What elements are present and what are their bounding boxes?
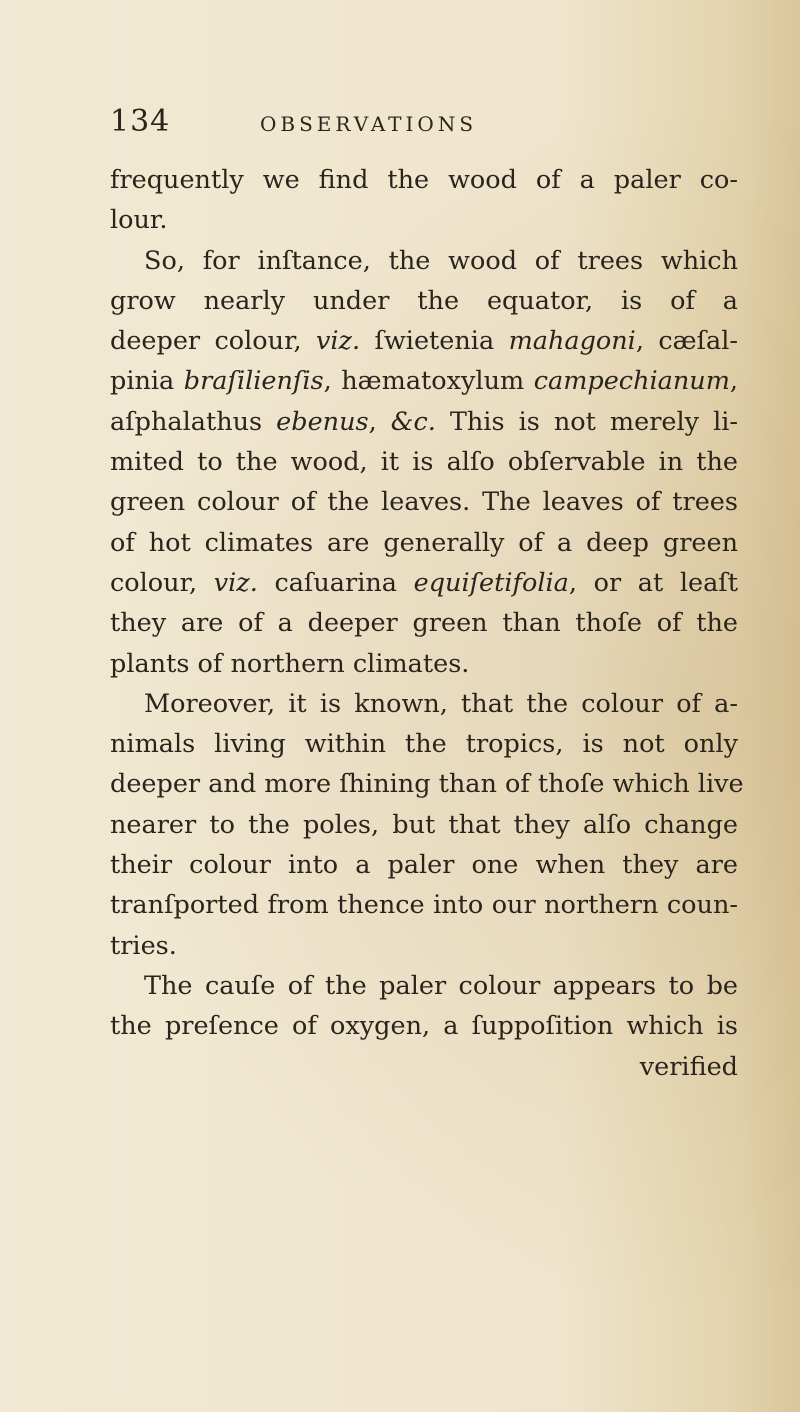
text-line: nearer to the poles, but that they alſo change: [110, 809, 738, 840]
catchword: verified: [639, 1051, 738, 1082]
text-line: Moreover, it is known, that the colour of a-: [144, 688, 738, 719]
text-line: pinia braſilienſis, hæmatoxylum campechianum,: [110, 366, 738, 397]
text-line: So, for inſtance, the wood of trees which: [144, 245, 738, 276]
running-title: OBSERVATIONS: [260, 112, 478, 136]
text-line: the preſence of oxygen, a ſuppoſition which is: [110, 1011, 738, 1042]
text-line: plants of northern climates.: [110, 648, 470, 679]
page-number: 134: [110, 104, 171, 139]
running-header: [110, 104, 730, 144]
text-line: grow nearly under the equator, is of a: [110, 285, 738, 316]
text-line: frequently we find the wood of a paler co-: [110, 165, 738, 195]
text-line: of hot climates are generally of a deep green: [110, 527, 738, 558]
text-line: their colour into a paler one when they are: [110, 850, 738, 881]
text-line: The cauſe of the paler colour appears to be: [144, 970, 738, 1001]
text-line: mited to the wood, it is alſo obſervable in the: [110, 447, 738, 478]
text-line: colour, viz. caſuarina equiſetifolia, or at leaſt: [110, 567, 738, 598]
body-text: [110, 160, 744, 1087]
text-line: they are of a deeper green than thoſe of the: [110, 608, 738, 639]
text-line: lour.: [110, 205, 168, 236]
text-line: tries.: [110, 930, 177, 961]
text-line: green colour of the leaves. The leaves of trees: [110, 487, 738, 518]
text-line: tranſported from thence into our northern coun-: [110, 890, 738, 921]
text-line: nimals living within the tropics, is not only: [110, 729, 738, 760]
text-line: aſphalathus ebenus, &c. This is not merely li-: [110, 406, 738, 437]
text-line: deeper and more ſhining than of thoſe which live: [110, 769, 744, 800]
text-line: deeper colour, viz. ſwietenia mahagoni, cæſal-: [110, 326, 739, 357]
